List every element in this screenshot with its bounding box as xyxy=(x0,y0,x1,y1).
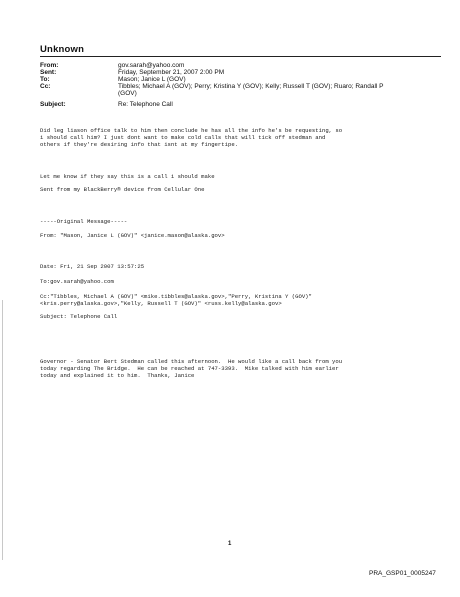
from-label: From: xyxy=(40,62,59,69)
sender-name: Unknown xyxy=(40,44,85,55)
original-message-body: Governor - Senator Bert Stedman called this afternoon. He would like a call back from you today regarding The Bridge. He can be reached at 747-3393. Mike talked with him earlier today and explained it to him. Thanks, Janice xyxy=(40,358,343,379)
to-label: To: xyxy=(40,76,50,83)
header-divider xyxy=(40,56,441,57)
reply-paragraph: Did leg liason office talk to him then conclude he has all the info he's be requesting, so i should call him? I just dont want to make cold calls that will tick off stedman and others if they're desiring info that isnt at my fingertipe. xyxy=(40,127,343,148)
cc-value: Tibbles; Michael A (GOV); Perry; Kristina Y (GOV); Kelly; Russell T (GOV); Ruaro; Randall P (GOV) xyxy=(118,83,384,97)
to-value: Mason; Janice L (GOV) xyxy=(118,76,186,83)
cc-label: Cc: xyxy=(40,83,51,90)
subject-label: Subject: xyxy=(40,101,66,108)
original-subject: Subject: Telephone Call xyxy=(40,313,118,320)
sent-label: Sent: xyxy=(40,69,57,76)
original-to: To:gov.sarah@yahoo.com xyxy=(40,278,114,285)
reply-line: Let me know if they say this is a call i should make xyxy=(40,173,215,180)
original-from: From: "Mason, Janice L (GOV)" <janice.mason@alaska.gov> xyxy=(40,232,225,239)
sent-value: Friday, September 21, 2007 2:00 PM xyxy=(118,69,225,76)
original-date: Date: Fri, 21 Sep 2007 13:57:25 xyxy=(40,263,145,270)
scan-edge-mark xyxy=(2,300,3,560)
original-cc: Cc:"Tibbles, Michael A (GOV)" <mike.tibbles@alaska.gov>,"Perry, Kristina Y (GOV)" <kris.perry@alaska.gov>,"Kelly, Russell T (GOV)" <russ.kelly@alaska.gov> xyxy=(40,293,312,307)
original-message-marker: -----Original Message----- xyxy=(40,218,128,225)
subject-value: Re: Telephone Call xyxy=(118,101,173,108)
signature-line: Sent from my BlackBerry® device from Cellular One xyxy=(40,186,205,193)
page-number: 1 xyxy=(228,541,232,547)
from-value: gov.sarah@yahoo.com xyxy=(118,62,185,69)
bates-number: PRA_GSP01_0005247 xyxy=(369,570,436,577)
